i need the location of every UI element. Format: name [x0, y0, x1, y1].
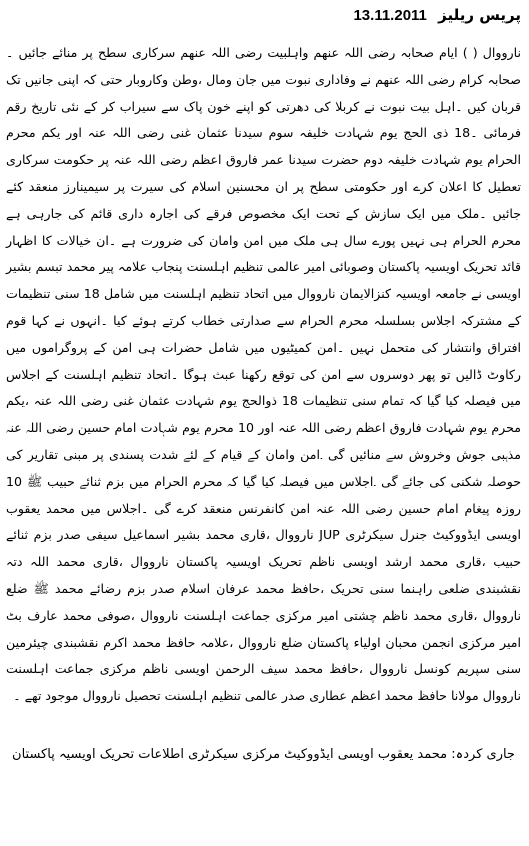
body-paragraph: نارووال ( ) ایام صحابہ رضی اللہ عنھم واہلبیت رضی اللہ عنھم سرکاری سطح پر منائے جائیں ۔صحابہ کرام رضی اللہ عنھم نے وفاداری نبوت میں جان ومال ،وطن وکاروبار حتی کہ اپنی جانیں تک قربان کیں ۔اہل بیت نبوت نے کربلا کی دھرتی کو اپنے خون پاک سے سیراب کر کے نئی تاریخ رقم فرمائی ۔18 ذی الحج یوم شہادت خلیفہ سوم سیدنا عثمان غنی رضی اللہ عنہ اور یکم محرم الحرام یوم شہادت خلیفہ دوم حضرت سیدنا عمر فاروق اعظم رضی اللہ عنہ پر حکومت سرکاری تعطیل کا اعلان کرے اور حکومتی سطح پر ان محسنین اسلام کی سیرت پر سیمینارز منعقد کئے جائیں ۔ملک میں ایک سازش کے تحت ایک مخصوص فرقے کی اجارہ داری قائم کی جارہی ہے محرم الحرام ہی نہیں پورے سال ہی ملک میں امن وامان کی ضرورت ہے ۔ان خیالات کا اظہار قائد تحریک اویسیہ پاکستان وصوبائی امیر عالمی تنظیم اہلسنت پنجاب علامہ پیر محمد تبسم بشیر اویسی نے جامعہ اویسیہ کنزالایمان نارووال میں اتحاد تنظیم اہلسنت میں شامل 18 سنی تنظیمات کے مشترکہ اجلاس بسلسلہ محرم الحرام سے صدارتی خطاب کرتے ہوئے کیا ۔انہوں نے کہا قوم افتراق وانتشار کی متحمل نہیں ۔امن کمیٹیوں میں شامل حضرات ہی امن کے پروگراموں میں رکاوٹ ڈالیں تو پھر دوسروں سے امن کی توقع رکھنا عبث ہوگا ۔اتحاد تنظیم اہلسنت کے اجلاس میں فیصلہ کیا گیا کہ تمام سنی تنظیمات 18 ذوالحج یوم شہادت عثمان غنی رضی اللہ عنہ ،یکم محرم یوم شہادت فاروق اعظم رضی اللہ عنہ اور 10 محرم یوم شہادت امام حسین رضی اللہ عنہ مذہبی جوش وخروش سے منائیں گی ۔امن وامان کے قیام کے لئے شدت پسندی پر مبنی تقاریر کی حوصلہ شکنی کی جائے گی ۔اجلاس میں فیصلہ کیا گیا کہ محرم الحرام میں بزم ثنائے حبیب ﷺ 10 روزہ پیغام امام حسین رضی اللہ عنہ امن کانفرنس منعقد کرے گی ۔اجلاس میں محمد یعقوب اویسی ایڈووکیٹ جنرل سیکرٹری JUP نارووال ،قاری محمد بشیر اسماعیل سیفی صدر بزم ثنائے حبیب ،قاری محمد ارشد اویسی ناظم تحریک اویسیہ پاکستان نارووال ،قاری محمد اللہ دتہ نقشبندی ضلعی راہنما سنی تحریک ،حافظ محمد عرفان اسلام صدر بزم رضائے محمد ﷺ ضلع نارووال ،قاری محمد ناظم چشتی امیر مرکزی جماعت اہلسنت نارووال ،صوفی محمد عارف بٹ امیر مرکزی انجمن محبان اولیاء پاکستان ضلع نارووال ،علامہ حافظ محمد اکرم نقشبندی چیئرمین سنی سپریم کونسل نارووال ،حافظ محمد سیف الرحمن اویسی ناظم مرکزی جماعت اہلسنت نارووال مولانا حافظ محمد اعظم عطاری صدر عالمی تنظیم اہلسنت تحصیل نارووال موجود تھے ۔ [6, 45, 521, 704]
issued-by-line: جاری کردہ: محمد یعقوب اویسی ایڈووکیٹ مرکزی سیکرٹری اطلاعات تحریک اویسیہ پاکستان [12, 747, 515, 762]
release-date: 13.11.2011 [353, 7, 427, 24]
press-release-header [8, 6, 521, 32]
press-release-body [6, 40, 521, 710]
press-release-label: پریس ریلیز [438, 6, 521, 24]
